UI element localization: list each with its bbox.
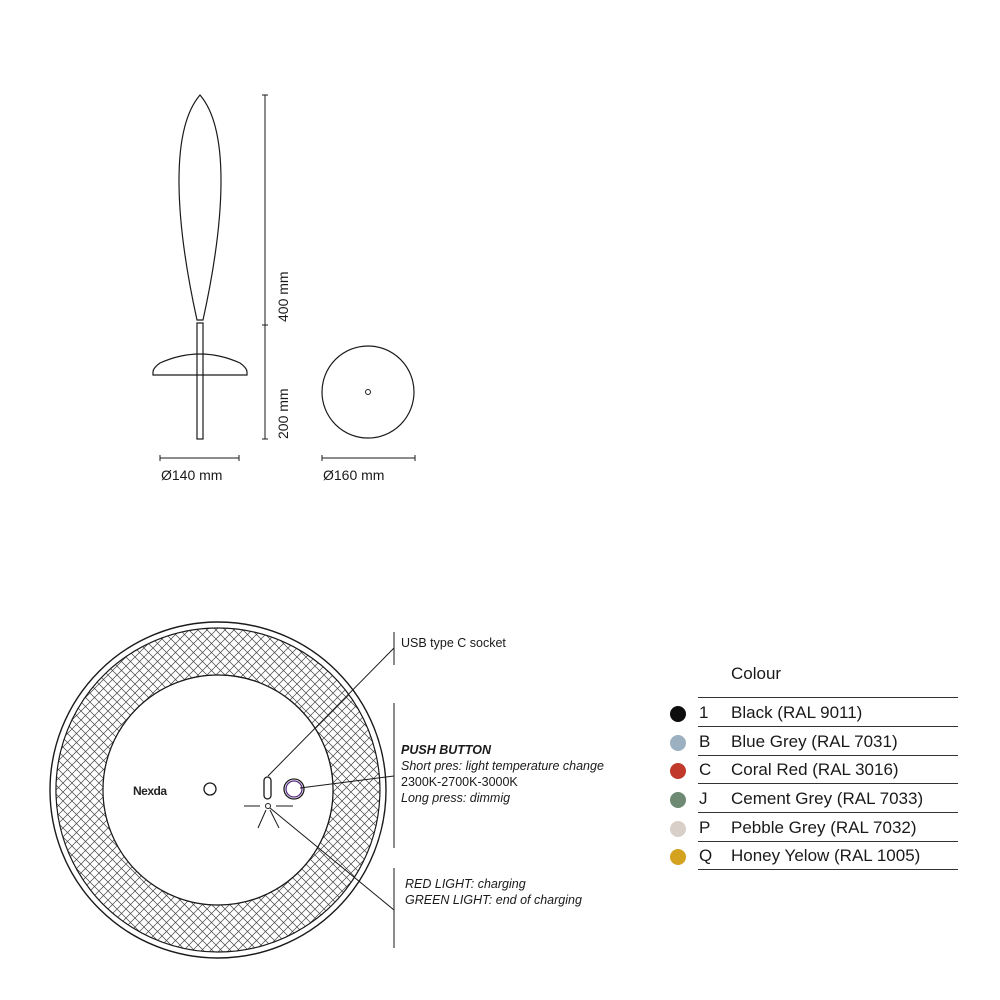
colour-legend-title: Colour — [731, 664, 782, 683]
leaf-shade — [179, 95, 221, 320]
push-button-title: PUSH BUTTON — [401, 743, 492, 757]
top-diameter-label: Ø160 mm — [323, 467, 385, 483]
swatch-icon — [670, 763, 686, 779]
legend-name: Black (RAL 9011) — [731, 703, 863, 722]
swatch-icon — [670, 821, 686, 837]
legend-code: Q — [699, 846, 713, 865]
legend-code: J — [699, 789, 708, 808]
side-view — [153, 95, 247, 439]
side-width-dimension — [160, 455, 239, 461]
height-upper-label: 400 mm — [275, 271, 291, 322]
legend-code: B — [699, 732, 711, 751]
legend-name: Pebble Grey (RAL 7032) — [731, 818, 917, 837]
legend-name: Coral Red (RAL 3016) — [731, 760, 899, 779]
top-width-dimension — [322, 455, 415, 461]
swatch-icon — [670, 849, 686, 865]
legend-item-coral-red — [668, 756, 958, 784]
side-diameter-label: Ø140 mm — [161, 467, 223, 483]
legend-code: 1 — [699, 703, 709, 722]
base-disc — [153, 354, 247, 375]
swatch-icon — [670, 792, 686, 808]
legend-code: C — [699, 760, 712, 779]
red-light-label: RED LIGHT: charging — [405, 877, 526, 891]
legend-name: Blue Grey (RAL 7031) — [731, 732, 898, 751]
swatch-icon — [670, 706, 686, 722]
legend-divider — [698, 783, 958, 784]
top-view-disc — [322, 346, 414, 438]
height-dimension — [262, 95, 268, 439]
legend-item-black — [668, 699, 958, 727]
push-long-press: Long press: dimmig — [401, 791, 511, 805]
legend-divider — [698, 726, 958, 727]
legend-item-pebble-grey — [668, 814, 958, 842]
base-detail-view — [50, 622, 386, 958]
legend-item-blue-grey — [668, 728, 958, 756]
top-view-hole — [366, 390, 371, 395]
legend-name: Honey Yelow (RAL 1005) — [731, 846, 921, 865]
push-short-press: Short pres: light temperature change — [401, 759, 604, 773]
stem — [197, 323, 203, 439]
height-lower-label: 200 mm — [275, 388, 291, 439]
push-button-note — [401, 742, 604, 806]
push-temperatures: 2300K-2700K-3000K — [401, 775, 518, 789]
swatch-icon — [670, 735, 686, 751]
legend-divider — [698, 697, 958, 698]
usb-socket-label: USB type C socket — [401, 636, 506, 650]
charging-note — [405, 876, 582, 908]
legend-item-honey-yellow — [668, 842, 958, 870]
legend-item-cement-grey — [668, 785, 958, 813]
legend-divider — [698, 869, 958, 870]
legend-code: P — [699, 818, 711, 837]
legend-divider — [698, 812, 958, 813]
green-light-label: GREEN LIGHT: end of charging — [405, 893, 582, 907]
brand-logo: Nexda — [133, 784, 167, 798]
top-view — [322, 346, 414, 438]
legend-name: Cement Grey (RAL 7033) — [731, 789, 924, 808]
